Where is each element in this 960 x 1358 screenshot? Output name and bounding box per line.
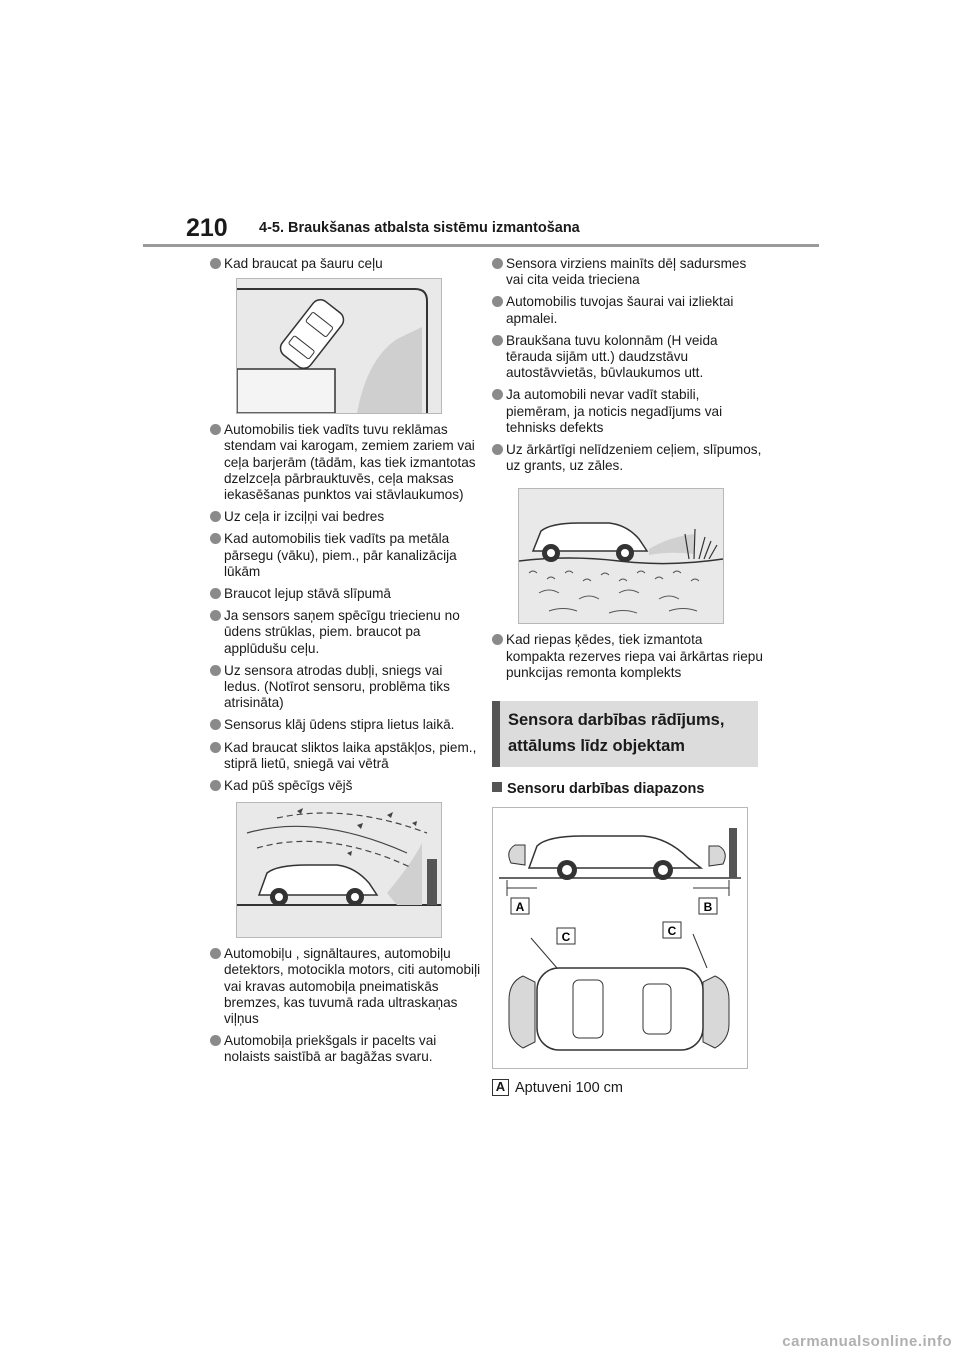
sensor-range-figure xyxy=(492,807,748,1069)
bullet-dot-icon xyxy=(210,780,221,791)
list-item: Kad riepas ķēdes, tiek izmantota kompakta rezerves riepa vai ārkārtas riepu punkcijas remonta komplekts xyxy=(492,632,764,681)
bullet-dot-icon xyxy=(492,296,503,307)
legend-text: Aptuveni 100 cm xyxy=(515,1079,624,1096)
list-item: Sensorus klāj ūdens stipra lietus laikā. xyxy=(210,717,482,733)
strong-wind-figure xyxy=(236,802,442,938)
list-item: Kad pūš spēcīgs vējš xyxy=(210,778,482,794)
narrow-road-illustration xyxy=(237,279,441,413)
list-item: Braukšana tuvu kolonnām (H veida tērauda sijām utt.) daudzstāvu autostāvvietās, būvlaukumos utt. xyxy=(492,333,764,382)
list-item: Sensora virziens mainīts dēļ sadursmes vai cita veida trieciena xyxy=(492,256,764,288)
chapter-title: 4-5. Braukšanas atbalsta sistēmu izmantošana xyxy=(259,220,580,236)
square-bullet-icon xyxy=(492,782,502,792)
label-b: B xyxy=(703,900,713,915)
bullet-dot-icon xyxy=(210,424,221,435)
section-heading-line1: Sensora darbības rādījums, xyxy=(508,711,725,730)
legend-row xyxy=(492,1079,764,1096)
list-item: Uz ceļa ir izciļņi vai bedres xyxy=(210,509,482,525)
left-column xyxy=(210,256,482,1072)
subheading: Sensoru darbības diapazons xyxy=(492,781,764,797)
list-item: Braucot lejup stāvā slīpumā xyxy=(210,586,482,602)
rough-road-illustration xyxy=(519,489,723,623)
bullet-dot-icon xyxy=(492,634,503,645)
bullet-dot-icon xyxy=(492,444,503,455)
bullet-dot-icon xyxy=(210,610,221,621)
section-heading-line2: attālums līdz objektam xyxy=(508,737,685,756)
right-column xyxy=(492,256,764,1096)
list-item: Automobilis tiek vadīts tuvu reklāmas stendam vai karogam, zemiem zariem vai ceļa barjerām (tādām, kas tiek izmantotas dzelzceļa pārbrauktuvēs, ceļa maksas iekasēšanas punktos vai stāvlaukumos) xyxy=(210,422,482,503)
list-item: Uz sensora atrodas dubļi, sniegs vai ledus. (Notīrot sensoru, problēma tiks atrisināta) xyxy=(210,663,482,712)
section-heading xyxy=(492,701,758,767)
legend-letter: A xyxy=(492,1079,509,1096)
bullet-dot-icon xyxy=(210,665,221,676)
narrow-road-figure xyxy=(236,278,442,414)
label-a: A xyxy=(515,900,525,915)
list-item: Automobilis tuvojas šaurai vai izliektai apmalei. xyxy=(492,294,764,326)
bullet-dot-icon xyxy=(210,588,221,599)
bullet-dot-icon xyxy=(210,742,221,753)
header-rule xyxy=(143,244,819,247)
list-item: Ja sensors saņem spēcīgu triecienu no ūdens strūklas, piem. braucot pa applūdušu ceļu. xyxy=(210,608,482,657)
list-item: Kad braucat pa šauru ceļu xyxy=(210,256,482,272)
strong-wind-illustration xyxy=(237,803,441,937)
list-item: Kad braucat sliktos laika apstākļos, piem., stiprā lietū, sniegā vai vētrā xyxy=(210,740,482,772)
list-item: Ja automobili nevar vadīt stabili, piemēram, ja noticis negadījums vai tehnisks defekts xyxy=(492,387,764,436)
rough-road-figure xyxy=(518,488,724,624)
page-number: 210 xyxy=(186,214,228,242)
bullet-dot-icon xyxy=(210,533,221,544)
bullet-dot-icon xyxy=(210,258,221,269)
list-item: Kad automobilis tiek vadīts pa metāla pārsegu (vāku), piem., pār kanalizācija lūkām xyxy=(210,531,482,580)
watermark: carmanualsonline.info xyxy=(782,1333,952,1350)
bullet-dot-icon xyxy=(210,511,221,522)
bullet-dot-icon xyxy=(492,389,503,400)
bullet-dot-icon xyxy=(210,1035,221,1046)
label-c-right: C xyxy=(667,924,677,939)
bullet-dot-icon xyxy=(210,719,221,730)
sensor-range-diagram xyxy=(493,808,747,1068)
label-c-left: C xyxy=(561,930,571,945)
bullet-dot-icon xyxy=(492,258,503,269)
bullet-dot-icon xyxy=(210,948,221,959)
bullet-dot-icon xyxy=(492,335,503,346)
list-item: Automobiļa priekšgals ir pacelts vai nolaists saistībā ar bagāžas svaru. xyxy=(210,1033,482,1065)
list-item: Uz ārkārtīgi nelīdzeniem ceļiem, slīpumos, uz grants, uz zāles. xyxy=(492,442,764,474)
list-item: Automobiļu , signāltaures, automobiļu detektors, motocikla motors, citi automobiļi vai kravas automobiļa pneimatiskās bremzes, kas tuvumā rada ultraskaņas viļņus xyxy=(210,946,482,1027)
